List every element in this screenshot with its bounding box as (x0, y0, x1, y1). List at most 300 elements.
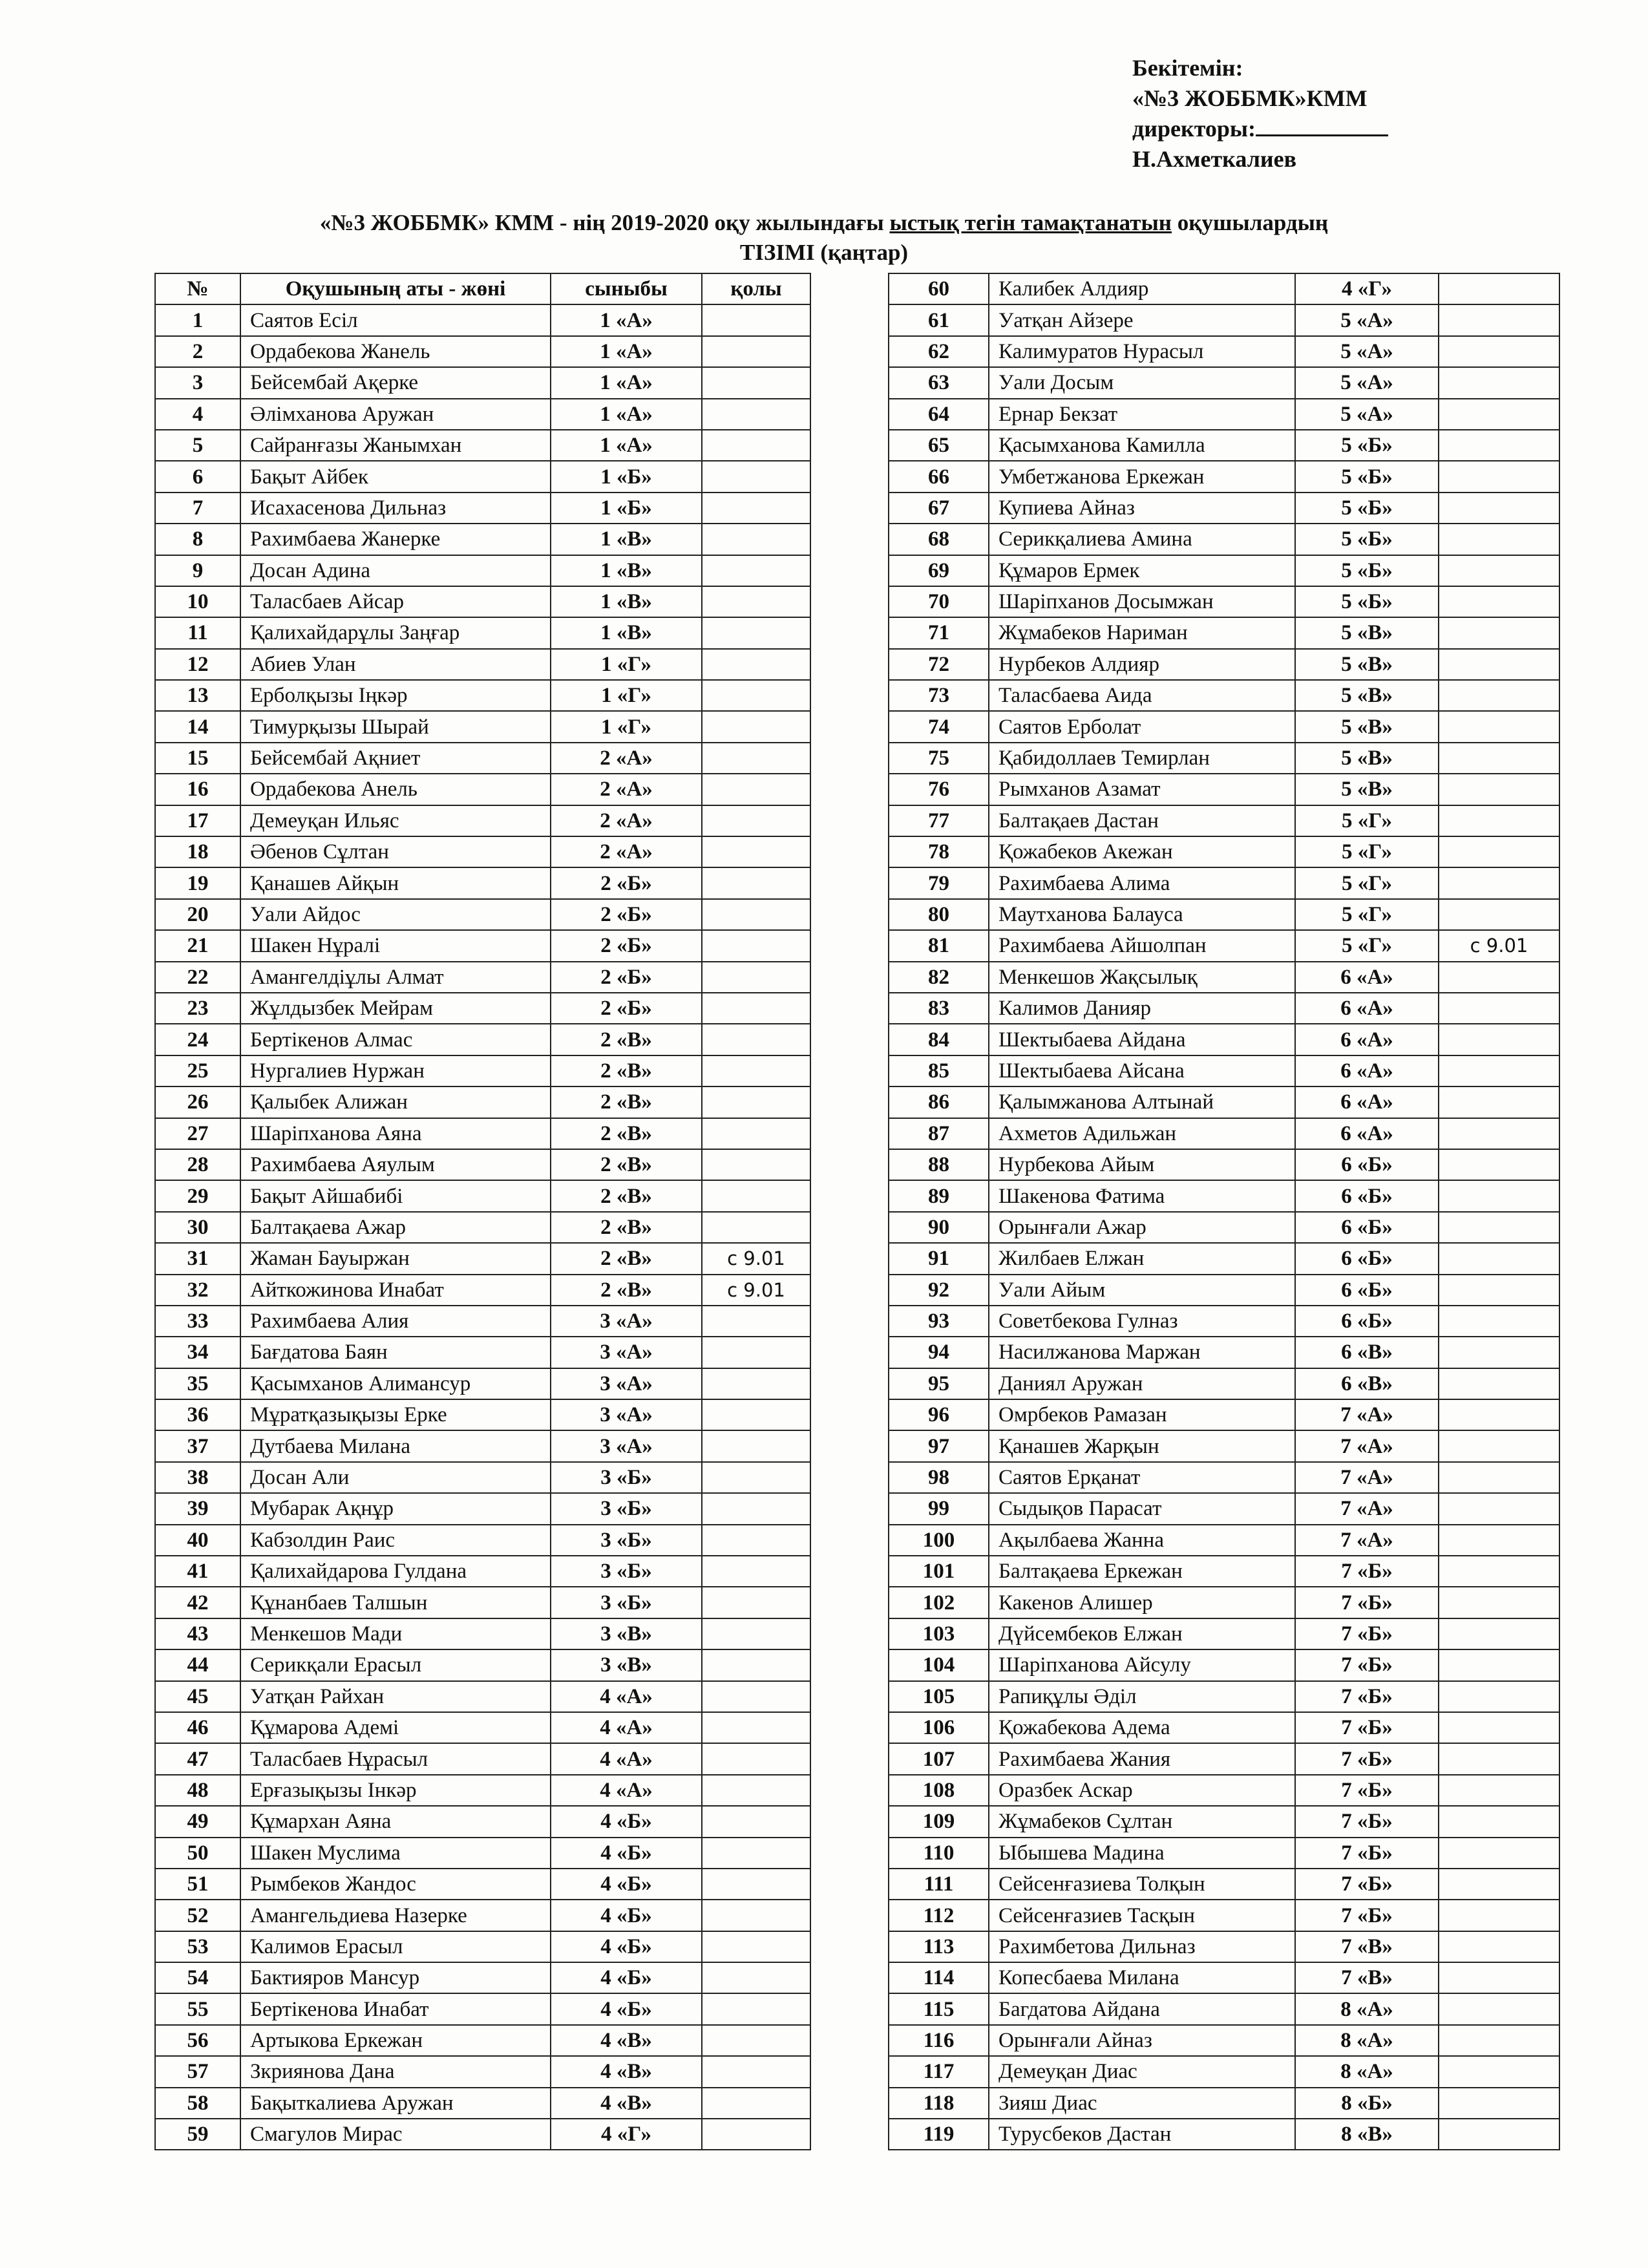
student-class: 4 «А» (551, 1775, 702, 1806)
student-name: Какенов Алишер (989, 1587, 1295, 1618)
table-row (889, 1993, 1559, 2024)
title-underlined: ыстық тегін тамақтанатын (889, 210, 1172, 235)
table-row (155, 1493, 810, 1524)
row-number: 12 (155, 649, 240, 680)
row-number: 117 (889, 2056, 989, 2087)
approval-line-3 (1132, 114, 1388, 144)
table-row (155, 367, 810, 398)
table-row (889, 2025, 1559, 2056)
student-name: Қалымжанова Алтынай (989, 1086, 1295, 1118)
row-number: 33 (155, 1306, 240, 1337)
row-number: 73 (889, 680, 989, 711)
student-name: Шакен Нұралі (240, 930, 551, 961)
signature-cell: с 9.01 (702, 1243, 810, 1274)
signature-cell (702, 1337, 810, 1368)
table-row (889, 1649, 1559, 1680)
student-name: Тимурқызы Шырай (240, 711, 551, 742)
row-number: 11 (155, 617, 240, 648)
table-row (155, 836, 810, 867)
table-row (889, 1525, 1559, 1556)
signature-cell (702, 2088, 810, 2119)
signature-cell (702, 1399, 810, 1430)
student-class: 5 «В» (1295, 649, 1439, 680)
student-name: Ыбышева Мадина (989, 1838, 1295, 1869)
student-name: Балтақаев Дастан (989, 805, 1295, 836)
table-row (155, 1900, 810, 1931)
table-row (889, 2119, 1559, 2150)
student-name: Әбенов Сұлтан (240, 836, 551, 867)
student-class: 5 «Б» (1295, 461, 1439, 492)
table-row (889, 399, 1559, 430)
student-name: Уатқан Айзере (989, 304, 1295, 335)
row-number: 94 (889, 1337, 989, 1368)
student-name: Қасымханова Камилла (989, 430, 1295, 461)
signature-cell (702, 2025, 810, 2056)
table-row (889, 993, 1559, 1024)
signature-cell (1439, 1900, 1559, 1931)
table-row (155, 336, 810, 367)
approval-stamp (1132, 53, 1388, 175)
row-number: 5 (155, 430, 240, 461)
student-class: 1 «А» (551, 336, 702, 367)
row-number: 109 (889, 1806, 989, 1837)
signature-cell (1439, 493, 1559, 524)
table-row (155, 2088, 810, 2119)
table-row (889, 930, 1559, 961)
student-class: 4 «В» (551, 2025, 702, 2056)
table-row (155, 1337, 810, 1368)
row-number: 79 (889, 867, 989, 898)
signature-cell (702, 711, 810, 742)
document-title (0, 208, 1648, 268)
student-class: 7 «В» (1295, 1931, 1439, 1962)
row-number: 61 (889, 304, 989, 335)
row-number: 119 (889, 2119, 989, 2150)
student-name: Советбекова Гулназ (989, 1306, 1295, 1337)
student-name: Смагулов Мирас (240, 2119, 551, 2150)
student-class: 5 «Г» (1295, 930, 1439, 961)
signature-cell (1439, 1055, 1559, 1086)
row-number: 80 (889, 899, 989, 930)
signature-cell (1439, 1993, 1559, 2024)
signature-cell (1439, 805, 1559, 836)
signature-cell (1439, 1681, 1559, 1712)
student-name: Зияш Диас (989, 2088, 1295, 2119)
signature-cell (702, 1931, 810, 1962)
row-number: 37 (155, 1430, 240, 1461)
student-name: Абиев Улан (240, 649, 551, 680)
student-class: 1 «В» (551, 524, 702, 555)
student-name: Әлімханова Аружан (240, 399, 551, 430)
student-name: Бертікенов Алмас (240, 1024, 551, 1055)
table-row (155, 304, 810, 335)
student-name: Бейсембай Ақерке (240, 367, 551, 398)
student-class: 5 «Б» (1295, 430, 1439, 461)
table-row (155, 1243, 810, 1274)
student-name: Демеуқан Ильяс (240, 805, 551, 836)
table-row (889, 711, 1559, 742)
table-row (889, 524, 1559, 555)
student-name: Жилбаев Елжан (989, 1243, 1295, 1274)
signature-cell (1439, 336, 1559, 367)
student-class: 4 «Г» (1295, 273, 1439, 304)
signature-cell (702, 1306, 810, 1337)
table-row (889, 805, 1559, 836)
student-name: Менкешов Мади (240, 1618, 551, 1649)
student-name: Калимов Данияр (989, 993, 1295, 1024)
signature-cell: с 9.01 (702, 1275, 810, 1306)
student-class: 5 «Б» (1295, 586, 1439, 617)
row-number: 25 (155, 1055, 240, 1086)
row-number: 67 (889, 493, 989, 524)
table-row (889, 1024, 1559, 1055)
student-class: 4 «В» (551, 2056, 702, 2087)
student-class: 3 «А» (551, 1368, 702, 1399)
student-class: 1 «А» (551, 430, 702, 461)
signature-cell (702, 304, 810, 335)
table-row (155, 1055, 810, 1086)
student-class: 6 «А» (1295, 962, 1439, 993)
table-row (155, 805, 810, 836)
signature-cell (702, 1493, 810, 1524)
student-name: Саятов Ерқанат (989, 1462, 1295, 1493)
signature-cell (702, 524, 810, 555)
student-name: Жаман Бауыржан (240, 1243, 551, 1274)
table-row (155, 1556, 810, 1587)
table-row (889, 649, 1559, 680)
student-class: 4 «Б» (551, 1931, 702, 1962)
student-class: 5 «Г» (1295, 836, 1439, 867)
right-table-body (889, 273, 1559, 2150)
signature-cell (1439, 1525, 1559, 1556)
student-name: Турусбеков Дастан (989, 2119, 1295, 2150)
header-signature: қолы (702, 273, 810, 304)
signature-cell (1439, 367, 1559, 398)
student-class: 4 «В» (551, 2088, 702, 2119)
student-class: 1 «А» (551, 304, 702, 335)
student-class: 1 «Г» (551, 649, 702, 680)
student-class: 4 «А» (551, 1681, 702, 1712)
student-name: Артыкова Еркежан (240, 2025, 551, 2056)
student-class: 2 «В» (551, 1212, 702, 1243)
student-class: 2 «А» (551, 836, 702, 867)
student-class: 6 «В» (1295, 1337, 1439, 1368)
row-number: 41 (155, 1556, 240, 1587)
table-row (889, 2056, 1559, 2087)
signature-cell (702, 1618, 810, 1649)
row-number: 15 (155, 743, 240, 774)
signature-cell (1439, 1368, 1559, 1399)
table-row (155, 962, 810, 993)
row-number: 78 (889, 836, 989, 867)
student-name: Калимуратов Нурасыл (989, 336, 1295, 367)
signature-cell (1439, 1149, 1559, 1180)
student-name: Таласбаева Аида (989, 680, 1295, 711)
signature-cell (1439, 617, 1559, 648)
student-class: 1 «Г» (551, 680, 702, 711)
table-row (155, 1275, 810, 1306)
signature-cell (1439, 649, 1559, 680)
row-number: 77 (889, 805, 989, 836)
signature-cell (702, 2056, 810, 2087)
title-part-1: «№3 ЖОББМК» КММ - нің 2019-2020 оқу жылындағы (319, 210, 890, 235)
table-row (155, 1838, 810, 1869)
approval-line-4: Н.Ахметкалиев (1132, 146, 1297, 172)
student-class: 4 «Б» (551, 1806, 702, 1837)
signature-cell (1439, 430, 1559, 461)
student-name: Багдатова Айдана (989, 1993, 1295, 2024)
student-name: Досан Али (240, 1462, 551, 1493)
student-class: 7 «А» (1295, 1462, 1439, 1493)
row-number: 100 (889, 1525, 989, 1556)
table-row (155, 1712, 810, 1743)
student-class: 3 «Б» (551, 1525, 702, 1556)
signature-cell (702, 805, 810, 836)
student-name: Кабзолдин Раис (240, 1525, 551, 1556)
signature-cell (1439, 2025, 1559, 2056)
table-row (889, 1556, 1559, 1587)
student-class: 7 «Б» (1295, 1838, 1439, 1869)
student-class: 2 «Б» (551, 899, 702, 930)
student-class: 2 «Б» (551, 930, 702, 961)
table-row (155, 1180, 810, 1211)
row-number: 88 (889, 1149, 989, 1180)
signature-cell (1439, 1180, 1559, 1211)
student-name: Бейсембай Ақниет (240, 743, 551, 774)
signature-cell (1439, 1212, 1559, 1243)
table-row (889, 1212, 1559, 1243)
table-row (155, 1368, 810, 1399)
table-row (155, 1775, 810, 1806)
student-name: Ерғазықызы Інкәр (240, 1775, 551, 1806)
table-row (155, 899, 810, 930)
table-row (155, 1462, 810, 1493)
table-row (889, 1368, 1559, 1399)
student-class: 5 «Б» (1295, 524, 1439, 555)
student-name: Рахимбаева Алия (240, 1306, 551, 1337)
table-row (889, 1430, 1559, 1461)
student-name: Рахимбаева Жанерке (240, 524, 551, 555)
student-name: Саятов Есіл (240, 304, 551, 335)
student-class: 2 «В» (551, 1243, 702, 1274)
signature-cell (702, 899, 810, 930)
table-row (155, 1681, 810, 1712)
student-class: 6 «В» (1295, 1368, 1439, 1399)
signature-cell (702, 1118, 810, 1149)
table-row (155, 1525, 810, 1556)
student-name: Рымбеков Жандос (240, 1869, 551, 1900)
row-number: 20 (155, 899, 240, 930)
row-number: 108 (889, 1775, 989, 1806)
row-number: 22 (155, 962, 240, 993)
student-class: 1 «В» (551, 586, 702, 617)
row-number: 83 (889, 993, 989, 1024)
table-row (155, 2025, 810, 2056)
signature-cell (1439, 1275, 1559, 1306)
row-number: 48 (155, 1775, 240, 1806)
table-row (155, 1993, 810, 2024)
table-row (155, 555, 810, 586)
table-row (155, 1024, 810, 1055)
student-name: Сейсенғазиева Толқын (989, 1869, 1295, 1900)
row-number: 45 (155, 1681, 240, 1712)
student-name: Қожабекова Адема (989, 1712, 1295, 1743)
student-class: 2 «А» (551, 743, 702, 774)
row-number: 28 (155, 1149, 240, 1180)
header-class: сыныбы (551, 273, 702, 304)
student-name: Амангельдиева Назерке (240, 1900, 551, 1931)
student-name: Насилжанова Маржан (989, 1337, 1295, 1368)
signature-cell (702, 1180, 810, 1211)
student-class: 6 «Б» (1295, 1306, 1439, 1337)
signature-cell (1439, 680, 1559, 711)
row-number: 102 (889, 1587, 989, 1618)
student-name: Уатқан Райхан (240, 1681, 551, 1712)
student-name: Қалихайдарұлы Заңғар (240, 617, 551, 648)
row-number: 23 (155, 993, 240, 1024)
signature-cell (702, 367, 810, 398)
row-number: 6 (155, 461, 240, 492)
student-class: 5 «А» (1295, 304, 1439, 335)
signature-cell (702, 1149, 810, 1180)
signature-cell (702, 617, 810, 648)
student-name: Бақыт Айбек (240, 461, 551, 492)
row-number: 62 (889, 336, 989, 367)
signature-cell (1439, 273, 1559, 304)
table-row (155, 1212, 810, 1243)
signature-cell (1439, 2119, 1559, 2150)
student-class: 7 «Б» (1295, 1712, 1439, 1743)
student-name: Ахметов Адильжан (989, 1118, 1295, 1149)
signature-cell (1439, 1430, 1559, 1461)
table-row (889, 1869, 1559, 1900)
signature-cell (1439, 1024, 1559, 1055)
table-row (889, 1806, 1559, 1837)
student-name: Қанашев Айқын (240, 867, 551, 898)
student-class: 8 «А» (1295, 2025, 1439, 2056)
signature-cell (702, 1775, 810, 1806)
signature-cell: с 9.01 (1439, 930, 1559, 961)
table-row (889, 1681, 1559, 1712)
row-number: 53 (155, 1931, 240, 1962)
row-number: 89 (889, 1180, 989, 1211)
row-number: 49 (155, 1806, 240, 1837)
student-class: 6 «А» (1295, 1086, 1439, 1118)
student-name: Рымханов Азамат (989, 774, 1295, 805)
student-class: 1 «Б» (551, 493, 702, 524)
student-class: 2 «Б» (551, 993, 702, 1024)
student-class: 7 «Б» (1295, 1587, 1439, 1618)
table-row (889, 743, 1559, 774)
signature-cell (702, 993, 810, 1024)
row-number: 40 (155, 1525, 240, 1556)
signature-cell (702, 1993, 810, 2024)
student-class: 3 «В» (551, 1649, 702, 1680)
signature-cell (1439, 1337, 1559, 1368)
row-number: 72 (889, 649, 989, 680)
row-number: 95 (889, 1368, 989, 1399)
student-name: Орынғали Айназ (989, 2025, 1295, 2056)
row-number: 116 (889, 2025, 989, 2056)
student-name: Ордабекова Жанель (240, 336, 551, 367)
table-row (155, 993, 810, 1024)
row-number: 46 (155, 1712, 240, 1743)
table-row (889, 493, 1559, 524)
row-number: 1 (155, 304, 240, 335)
table-row (155, 586, 810, 617)
student-class: 7 «Б» (1295, 1743, 1439, 1774)
table-row (155, 1931, 810, 1962)
signature-cell (702, 399, 810, 430)
student-class: 6 «Б» (1295, 1149, 1439, 1180)
table-row (155, 2056, 810, 2087)
student-name: Бақыткалиева Аружан (240, 2088, 551, 2119)
row-number: 76 (889, 774, 989, 805)
student-class: 3 «А» (551, 1430, 702, 1461)
student-name: Менкешов Жақсылық (989, 962, 1295, 993)
student-name: Қасымханов Алимансур (240, 1368, 551, 1399)
left-table-body (155, 304, 810, 2150)
student-class: 5 «Б» (1295, 493, 1439, 524)
student-class: 4 «А» (551, 1712, 702, 1743)
student-name: Рахимбаева Жания (989, 1743, 1295, 1774)
table-row (155, 774, 810, 805)
signature-cell (702, 1430, 810, 1461)
signature-cell (702, 962, 810, 993)
table-row (155, 1587, 810, 1618)
student-name: Бертікенова Инабат (240, 1993, 551, 2024)
student-name: Шакенова Фатима (989, 1180, 1295, 1211)
student-class: 5 «Г» (1295, 899, 1439, 930)
row-number: 75 (889, 743, 989, 774)
signature-cell (1439, 1743, 1559, 1774)
row-number: 85 (889, 1055, 989, 1086)
row-number: 115 (889, 1993, 989, 2024)
row-number: 47 (155, 1743, 240, 1774)
row-number: 68 (889, 524, 989, 555)
signature-cell (1439, 1556, 1559, 1587)
row-number: 81 (889, 930, 989, 961)
student-name: Шаріпханова Аяна (240, 1118, 551, 1149)
row-number: 59 (155, 2119, 240, 2150)
student-name: Бақыт Айшабибі (240, 1180, 551, 1211)
table-row (889, 899, 1559, 930)
table-row (889, 1149, 1559, 1180)
signature-cell (702, 680, 810, 711)
student-name: Орынғали Ажар (989, 1212, 1295, 1243)
student-class: 7 «Б» (1295, 1900, 1439, 1931)
student-class: 8 «Б» (1295, 2088, 1439, 2119)
table-row (889, 586, 1559, 617)
student-name: Мұратқазықызы Ерке (240, 1399, 551, 1430)
student-name: Оразбек Аскар (989, 1775, 1295, 1806)
row-number: 54 (155, 1962, 240, 1993)
student-class: 8 «В» (1295, 2119, 1439, 2150)
student-class: 3 «Б» (551, 1556, 702, 1587)
student-name: Құнанбаев Талшын (240, 1587, 551, 1618)
table-row (889, 1055, 1559, 1086)
signature-cell (702, 1024, 810, 1055)
student-name: Сыдықов Парасат (989, 1493, 1295, 1524)
title-part-2: оқушылардың (1171, 210, 1329, 235)
row-number: 99 (889, 1493, 989, 1524)
table-row (889, 304, 1559, 335)
student-table-left (154, 273, 811, 2150)
row-number: 64 (889, 399, 989, 430)
row-number: 14 (155, 711, 240, 742)
student-name: Қожабеков Акежан (989, 836, 1295, 867)
signature-cell (702, 867, 810, 898)
